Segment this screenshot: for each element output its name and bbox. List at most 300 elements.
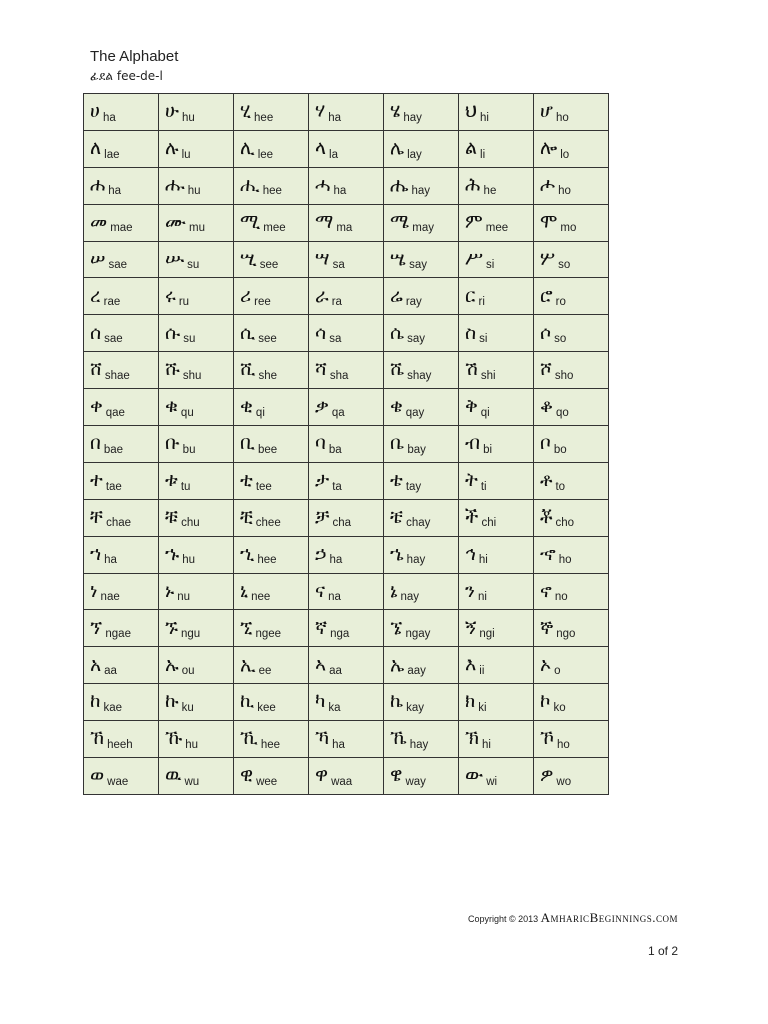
romanization: ha bbox=[102, 111, 116, 124]
fidel-glyph: ኜ bbox=[390, 616, 403, 639]
letter-cell bbox=[159, 241, 234, 278]
romanization: bu bbox=[182, 443, 196, 456]
romanization: ha bbox=[104, 554, 117, 567]
letter-cell bbox=[234, 389, 309, 426]
letter-cell bbox=[159, 721, 234, 758]
letter-cell bbox=[159, 684, 234, 721]
fidel-glyph: ኦ bbox=[540, 653, 552, 676]
letter-cell bbox=[159, 536, 234, 573]
romanization: say bbox=[409, 259, 428, 272]
fidel-glyph: ኝ bbox=[465, 616, 477, 639]
table-row bbox=[84, 426, 609, 463]
letter-cell bbox=[309, 204, 384, 241]
romanization: ti bbox=[480, 480, 487, 493]
fidel-glyph: ሠ bbox=[90, 247, 106, 270]
romanization: bae bbox=[103, 443, 124, 456]
romanization: hu bbox=[187, 185, 201, 198]
fidel-glyph: ል bbox=[465, 137, 478, 160]
letter-cell bbox=[384, 241, 459, 278]
romanization: hu bbox=[182, 111, 195, 124]
fidel-glyph: ሬ bbox=[390, 284, 403, 307]
letter-cell bbox=[309, 389, 384, 426]
fidel-glyph: ሐ bbox=[90, 173, 106, 196]
fidel-glyph: ሞ bbox=[540, 210, 558, 233]
fidel-glyph: ሁ bbox=[165, 100, 180, 123]
letter-cell bbox=[534, 499, 609, 536]
fidel-glyph: ቁ bbox=[165, 395, 178, 418]
page-subtitle: ፊደል fee-de-l bbox=[90, 69, 163, 83]
letter-cell bbox=[459, 721, 534, 758]
fidel-glyph: ሴ bbox=[390, 321, 405, 344]
letter-cell bbox=[459, 352, 534, 389]
fidel-glyph: ው bbox=[465, 764, 484, 787]
table-row bbox=[84, 499, 609, 536]
romanization: ha bbox=[332, 738, 345, 751]
fidel-glyph: ሚ bbox=[240, 210, 261, 233]
fidel-glyph: ነ bbox=[90, 579, 98, 602]
romanization: su bbox=[187, 259, 200, 272]
fidel-glyph: ቂ bbox=[240, 395, 253, 418]
letter-cell bbox=[234, 94, 309, 131]
fidel-glyph: ሜ bbox=[390, 210, 410, 233]
letter-cell bbox=[84, 610, 159, 647]
letter-cell bbox=[84, 721, 159, 758]
fidel-glyph: ዎ bbox=[540, 764, 554, 787]
table-row bbox=[84, 573, 609, 610]
romanization: nay bbox=[400, 591, 420, 604]
letter-cell bbox=[534, 647, 609, 684]
letter-cell bbox=[84, 315, 159, 352]
romanization: hee bbox=[257, 554, 277, 567]
fidel-glyph: ሣ bbox=[315, 247, 330, 270]
romanization: lae bbox=[104, 148, 120, 161]
fidel-glyph: ታ bbox=[315, 469, 330, 492]
romanization: na bbox=[328, 591, 341, 604]
romanization: ngay bbox=[405, 628, 431, 641]
letter-cell bbox=[384, 536, 459, 573]
letter-cell bbox=[309, 721, 384, 758]
letter-cell bbox=[159, 426, 234, 463]
letter-cell bbox=[84, 94, 159, 131]
romanization: ni bbox=[477, 591, 487, 604]
letter-cell bbox=[459, 647, 534, 684]
letter-cell bbox=[534, 352, 609, 389]
fidel-glyph: ከ bbox=[90, 690, 101, 713]
romanization: waa bbox=[331, 775, 353, 788]
letter-cell bbox=[459, 167, 534, 204]
fidel-glyph: ሸ bbox=[90, 358, 102, 381]
letter-cell bbox=[384, 426, 459, 463]
letter-cell bbox=[534, 389, 609, 426]
letter-cell bbox=[534, 721, 609, 758]
romanization: kay bbox=[406, 701, 424, 714]
letter-cell bbox=[159, 573, 234, 610]
romanization: ha bbox=[333, 185, 347, 198]
fidel-glyph: ሻ bbox=[315, 358, 327, 381]
letter-cell bbox=[534, 278, 609, 315]
romanization: li bbox=[480, 148, 486, 161]
letter-cell bbox=[234, 573, 309, 610]
fidel-glyph: ም bbox=[465, 210, 483, 233]
romanization: ee bbox=[258, 665, 272, 678]
romanization: chu bbox=[181, 517, 200, 530]
fidel-glyph: ሰ bbox=[90, 321, 102, 344]
fidel-glyph: ቻ bbox=[315, 505, 330, 528]
romanization: hi bbox=[478, 554, 488, 567]
romanization: ho bbox=[558, 554, 572, 567]
romanization: ree bbox=[254, 296, 271, 309]
letter-cell bbox=[459, 536, 534, 573]
fidel-glyph: ሌ bbox=[390, 137, 405, 160]
romanization: hay bbox=[411, 185, 431, 198]
letter-cell bbox=[309, 352, 384, 389]
letter-cell bbox=[534, 204, 609, 241]
copyright-text: Copyright © 2013 bbox=[467, 914, 539, 924]
romanization: cha bbox=[332, 517, 352, 530]
romanization: see bbox=[258, 333, 277, 346]
romanization: lay bbox=[407, 148, 422, 161]
fidel-glyph: ሢ bbox=[240, 247, 257, 270]
fidel-glyph: ሥ bbox=[465, 247, 484, 270]
letter-cell bbox=[309, 499, 384, 536]
romanization: nga bbox=[330, 628, 350, 641]
letter-cell bbox=[459, 389, 534, 426]
romanization: ku bbox=[181, 701, 194, 714]
letter-cell bbox=[459, 610, 534, 647]
letter-cell bbox=[234, 241, 309, 278]
fidel-glyph: ሒ bbox=[240, 173, 260, 196]
fidel-glyph: ኚ bbox=[240, 616, 253, 639]
romanization: ba bbox=[328, 443, 342, 456]
website-link[interactable]: AmharicBeginnings.com bbox=[540, 910, 678, 925]
letter-cell bbox=[534, 684, 609, 721]
letter-cell bbox=[384, 573, 459, 610]
fidel-glyph: ቴ bbox=[390, 469, 403, 492]
letter-cell bbox=[84, 389, 159, 426]
letter-cell bbox=[459, 684, 534, 721]
fidel-glyph: ኺ bbox=[240, 727, 258, 750]
romanization: chee bbox=[255, 517, 281, 530]
romanization: lo bbox=[560, 148, 570, 161]
fidel-glyph: ላ bbox=[315, 137, 327, 160]
letter-cell bbox=[159, 462, 234, 499]
fidel-glyph: ማ bbox=[315, 210, 334, 233]
fidel-glyph: ሹ bbox=[165, 358, 180, 381]
romanization: tu bbox=[180, 480, 191, 493]
letter-cell bbox=[384, 278, 459, 315]
romanization: he bbox=[483, 185, 497, 198]
fidel-glyph: ቢ bbox=[240, 432, 255, 455]
letter-cell bbox=[384, 758, 459, 795]
letter-cell bbox=[234, 721, 309, 758]
romanization: so bbox=[554, 333, 567, 346]
romanization: chi bbox=[481, 517, 497, 530]
fidel-glyph: ቦ bbox=[540, 432, 551, 455]
letter-cell bbox=[384, 167, 459, 204]
letter-cell bbox=[309, 278, 384, 315]
letter-cell bbox=[309, 536, 384, 573]
romanization: to bbox=[555, 480, 566, 493]
romanization: ma bbox=[336, 222, 353, 235]
table-row bbox=[84, 721, 609, 758]
fidel-glyph: ዊ bbox=[240, 764, 254, 787]
fidel-glyph: ሪ bbox=[240, 284, 252, 307]
letter-cell bbox=[234, 204, 309, 241]
romanization: ho bbox=[556, 738, 570, 751]
letter-cell bbox=[534, 758, 609, 795]
fidel-glyph: ቲ bbox=[240, 469, 253, 492]
romanization: ngee bbox=[255, 628, 282, 641]
letter-cell bbox=[159, 315, 234, 352]
letter-cell bbox=[309, 684, 384, 721]
fidel-glyph: አ bbox=[90, 653, 102, 676]
fidel-glyph: ሂ bbox=[240, 100, 252, 123]
romanization: wo bbox=[556, 775, 572, 788]
romanization: hee bbox=[262, 185, 282, 198]
letter-cell bbox=[384, 389, 459, 426]
romanization: o bbox=[554, 665, 561, 678]
romanization: mee bbox=[263, 222, 286, 235]
romanization: nae bbox=[100, 591, 120, 604]
fidel-glyph: ኀ bbox=[90, 542, 102, 565]
letter-cell bbox=[234, 278, 309, 315]
table-row bbox=[84, 315, 609, 352]
letter-cell bbox=[234, 130, 309, 167]
romanization: shay bbox=[407, 369, 432, 382]
romanization: hu bbox=[185, 738, 199, 751]
romanization: lee bbox=[257, 148, 274, 161]
fidel-glyph: ሀ bbox=[90, 100, 100, 123]
letter-cell bbox=[534, 462, 609, 499]
fidel-glyph: ኅ bbox=[465, 542, 476, 565]
romanization: ngo bbox=[556, 628, 576, 641]
letter-cell bbox=[234, 426, 309, 463]
letter-cell bbox=[309, 610, 384, 647]
fidel-glyph: ቾ bbox=[540, 505, 553, 528]
fidel-glyph: ቸ bbox=[90, 505, 104, 528]
romanization: see bbox=[259, 259, 279, 272]
letter-cell bbox=[84, 573, 159, 610]
letter-cell bbox=[459, 573, 534, 610]
fidel-glyph: ኻ bbox=[315, 727, 330, 750]
fidel-glyph: ካ bbox=[315, 690, 326, 713]
letter-cell bbox=[234, 167, 309, 204]
fidel-glyph: ሙ bbox=[165, 210, 186, 233]
romanization: chae bbox=[106, 517, 131, 530]
romanization: sha bbox=[329, 369, 349, 382]
fidel-glyph: ኆ bbox=[540, 542, 556, 565]
table-row bbox=[84, 130, 609, 167]
letter-cell bbox=[534, 610, 609, 647]
fidel-glyph: ብ bbox=[465, 432, 481, 455]
romanization: aa bbox=[104, 665, 117, 678]
fidel-glyph: ቀ bbox=[90, 395, 103, 418]
fidel-glyph: ኹ bbox=[165, 727, 183, 750]
letter-cell bbox=[309, 315, 384, 352]
table-row bbox=[84, 167, 609, 204]
table-row bbox=[84, 352, 609, 389]
table-row bbox=[84, 204, 609, 241]
romanization: ha bbox=[108, 185, 122, 198]
fidel-glyph: ኣ bbox=[315, 653, 327, 676]
fidel-glyph: ቱ bbox=[165, 469, 178, 492]
letter-cell bbox=[384, 204, 459, 241]
letter-cell bbox=[384, 94, 459, 131]
romanization: su bbox=[183, 333, 196, 346]
letter-cell bbox=[534, 167, 609, 204]
fidel-glyph: ቆ bbox=[540, 395, 553, 418]
fidel-glyph: ዉ bbox=[165, 764, 182, 787]
fidel-glyph: ቺ bbox=[240, 505, 253, 528]
romanization: bee bbox=[257, 443, 278, 456]
romanization: ha bbox=[328, 111, 341, 124]
romanization: ri bbox=[478, 296, 485, 309]
fidel-glyph: ኘ bbox=[90, 616, 103, 639]
fidel-glyph: ኑ bbox=[165, 579, 175, 602]
romanization: wae bbox=[107, 775, 129, 788]
letter-cell bbox=[234, 684, 309, 721]
copyright-line bbox=[468, 910, 678, 926]
letter-cell bbox=[84, 352, 159, 389]
romanization: ou bbox=[181, 665, 195, 678]
romanization: ta bbox=[332, 480, 342, 493]
table-row bbox=[84, 389, 609, 426]
letter-cell bbox=[459, 278, 534, 315]
letter-cell bbox=[384, 684, 459, 721]
letter-cell bbox=[309, 573, 384, 610]
romanization: she bbox=[258, 369, 278, 382]
letter-cell bbox=[309, 94, 384, 131]
letter-cell bbox=[234, 352, 309, 389]
fidel-glyph: ባ bbox=[315, 432, 326, 455]
romanization: say bbox=[407, 333, 426, 346]
fidel-glyph: ሎ bbox=[540, 137, 558, 160]
romanization: shae bbox=[104, 369, 130, 382]
fidel-glyph: ዌ bbox=[390, 764, 403, 787]
romanization: si bbox=[479, 333, 488, 346]
fidel-glyph: ክ bbox=[465, 690, 476, 713]
letter-cell bbox=[309, 130, 384, 167]
letter-cell bbox=[384, 462, 459, 499]
romanization: bi bbox=[483, 443, 493, 456]
fidel-glyph: ቅ bbox=[465, 395, 478, 418]
letter-cell bbox=[159, 94, 234, 131]
romanization: heeh bbox=[107, 738, 133, 751]
romanization: wu bbox=[184, 775, 200, 788]
romanization: ho bbox=[555, 111, 569, 124]
romanization: hu bbox=[182, 554, 196, 567]
romanization: chay bbox=[406, 517, 431, 530]
romanization: tay bbox=[405, 480, 422, 493]
letter-cell bbox=[84, 647, 159, 684]
fidel-glyph: ራ bbox=[315, 284, 329, 307]
alphabet-table bbox=[83, 93, 609, 795]
fidel-glyph: ት bbox=[465, 469, 478, 492]
fidel-glyph: ሽ bbox=[465, 358, 478, 381]
fidel-glyph: ኒ bbox=[240, 579, 249, 602]
fidel-glyph: ኁ bbox=[165, 542, 180, 565]
romanization: qi bbox=[480, 406, 490, 419]
romanization: kae bbox=[103, 701, 123, 714]
letter-cell bbox=[234, 462, 309, 499]
letter-cell bbox=[234, 758, 309, 795]
letter-cell bbox=[84, 462, 159, 499]
romanization: shu bbox=[182, 369, 202, 382]
letter-cell bbox=[84, 426, 159, 463]
fidel-glyph: ሮ bbox=[540, 284, 553, 307]
romanization: hi bbox=[480, 111, 489, 124]
romanization: sa bbox=[332, 259, 345, 272]
romanization: bay bbox=[407, 443, 426, 456]
letter-cell bbox=[84, 536, 159, 573]
letter-cell bbox=[384, 647, 459, 684]
fidel-glyph: ሶ bbox=[540, 321, 552, 344]
fidel-glyph: ኩ bbox=[165, 690, 179, 713]
romanization: qae bbox=[105, 406, 125, 419]
fidel-glyph: ሦ bbox=[540, 247, 556, 270]
table-row bbox=[84, 462, 609, 499]
letter-cell bbox=[84, 278, 159, 315]
letter-cell bbox=[84, 758, 159, 795]
table-row bbox=[84, 684, 609, 721]
fidel-glyph: ኢ bbox=[240, 653, 256, 676]
fidel-glyph: ኖ bbox=[540, 579, 552, 602]
romanization: wi bbox=[486, 775, 498, 788]
romanization: hi bbox=[481, 738, 491, 751]
fidel-glyph: ኛ bbox=[315, 616, 328, 639]
fidel-glyph: ሾ bbox=[540, 358, 552, 381]
fidel-glyph: ሲ bbox=[240, 321, 256, 344]
romanization: so bbox=[558, 259, 571, 272]
romanization: ray bbox=[405, 296, 422, 309]
fidel-glyph: ቡ bbox=[165, 432, 180, 455]
letter-cell bbox=[384, 130, 459, 167]
letter-cell bbox=[159, 130, 234, 167]
letter-cell bbox=[309, 167, 384, 204]
fidel-glyph: ና bbox=[315, 579, 326, 602]
fidel-glyph: ረ bbox=[90, 284, 101, 307]
fidel-glyph: ሑ bbox=[165, 173, 185, 196]
letter-cell bbox=[534, 426, 609, 463]
romanization: qo bbox=[555, 406, 569, 419]
letter-cell bbox=[459, 462, 534, 499]
fidel-glyph: ህ bbox=[465, 100, 478, 123]
fidel-glyph: ለ bbox=[90, 137, 102, 160]
letter-cell bbox=[534, 536, 609, 573]
letter-cell bbox=[84, 167, 159, 204]
romanization: ngu bbox=[181, 628, 201, 641]
page-number: 1 of 2 bbox=[647, 944, 678, 958]
romanization: way bbox=[405, 775, 426, 788]
letter-cell bbox=[459, 499, 534, 536]
fidel-glyph: ኬ bbox=[390, 690, 404, 713]
romanization: cho bbox=[555, 517, 574, 530]
fidel-glyph: ኪ bbox=[240, 690, 255, 713]
letter-cell bbox=[84, 241, 159, 278]
fidel-glyph: ቼ bbox=[390, 505, 404, 528]
letter-cell bbox=[84, 204, 159, 241]
table-row bbox=[84, 647, 609, 684]
fidel-glyph: ቄ bbox=[390, 395, 403, 418]
fidel-glyph: ዋ bbox=[315, 764, 329, 787]
letter-cell bbox=[159, 167, 234, 204]
fidel-glyph: ኮ bbox=[540, 690, 551, 713]
fidel-glyph: ኔ bbox=[390, 579, 398, 602]
romanization: ngae bbox=[105, 628, 131, 641]
romanization: mo bbox=[560, 222, 577, 235]
romanization: sae bbox=[104, 333, 123, 346]
romanization: si bbox=[486, 259, 495, 272]
